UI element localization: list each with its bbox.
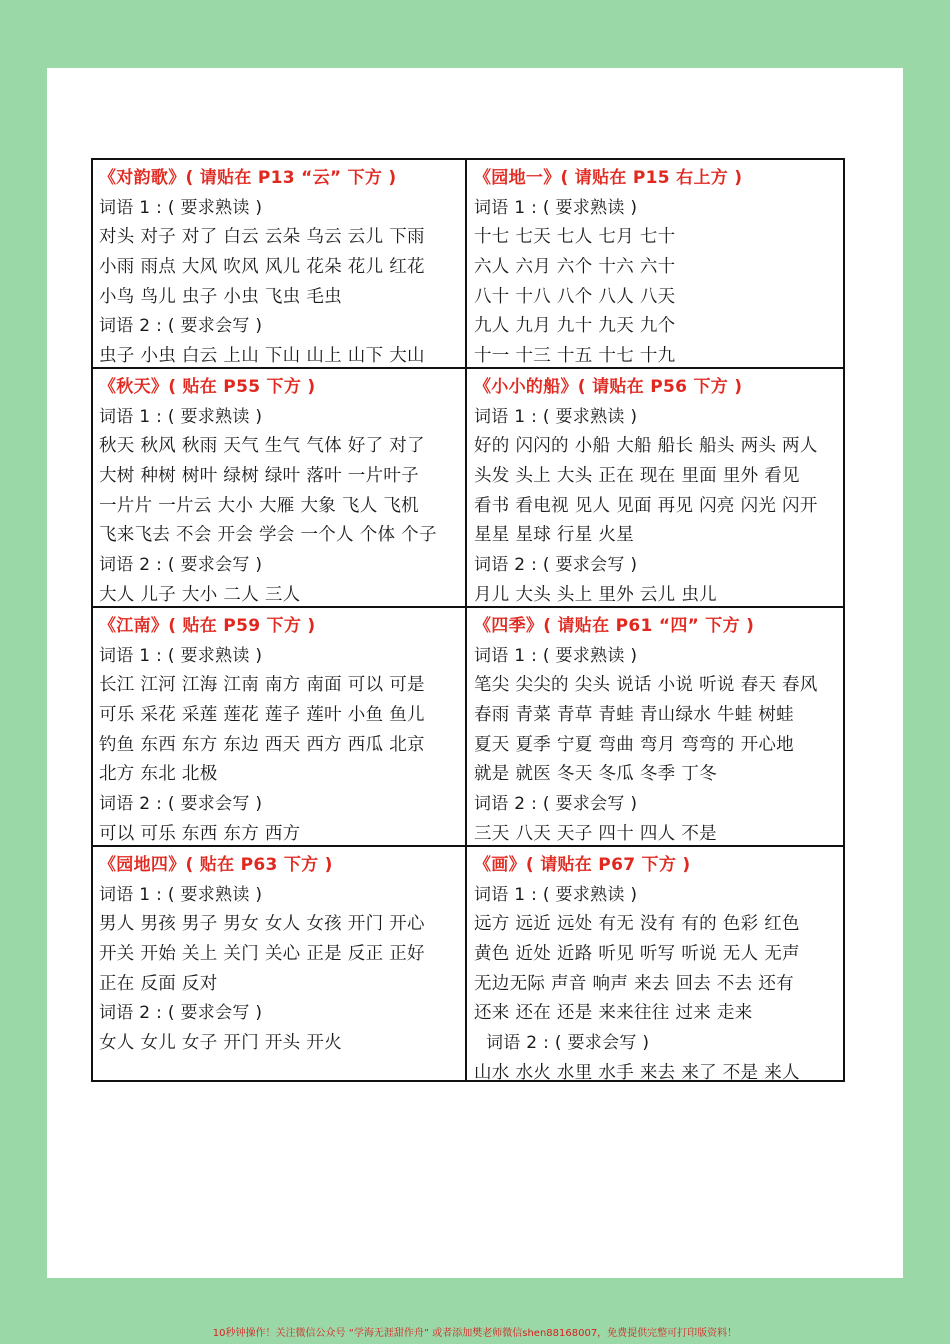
word-row: 正在 反面 反对	[99, 973, 218, 994]
word-row: 钓鱼 东西 东方 东边 西天 西方 西瓜 北京	[99, 734, 425, 755]
word-row: 可乐 采花 采莲 莲花 莲子 莲叶 小鱼 鱼儿	[99, 705, 425, 726]
word-row: 远方 远近 远处 有无 没有 有的 色彩 红色	[474, 914, 800, 935]
footer-notice: 10秒钟操作！关注微信公众号 “学海无涯甜作舟” 或者添加樊老师微信shen88168007，免费提供完整可打印版资料！	[212, 1328, 738, 1339]
vocabulary-table	[91, 158, 845, 1082]
word-row: 虫子 小虫 白云 上山 下山 山上 山下 大山	[99, 346, 425, 367]
section-label: 词语 2 : ( 要求会写 )	[99, 794, 263, 815]
word-row: 月儿 大头 头上 里外 云儿 虫儿	[474, 584, 717, 605]
word-row: 飞来飞去 不会 开会 学会 一个人 个体 个子	[99, 525, 437, 546]
word-row: 可以 可乐 东西 东方 西方	[99, 823, 301, 844]
lesson-cell-siji	[467, 608, 843, 847]
section-label: 词语 1 : ( 要求熟读 )	[99, 197, 263, 218]
word-row: 夏天 夏季 宁夏 弯曲 弯月 弯弯的 开心地	[474, 734, 794, 755]
word-row: 小雨 雨点 大风 吹风 风儿 花朵 花儿 红花	[99, 257, 425, 278]
lesson-title: 《秋天》( 贴在 P55 下方 )	[99, 377, 316, 397]
lesson-title: 《四季》( 请贴在 P61 “四” 下方 )	[474, 616, 755, 636]
word-row: 六人 六月 六个 十六 六十	[474, 257, 676, 278]
word-row: 看书 看电视 见人 见面 再见 闪亮 闪光 闪开	[474, 495, 818, 516]
lesson-title: 《画》( 请贴在 P67 下方 )	[474, 855, 691, 875]
section-label: 词语 1 : ( 要求熟读 )	[474, 197, 638, 218]
lesson-title: 《园地四》( 贴在 P63 下方 )	[99, 855, 333, 875]
lesson-cell-jiangnan	[93, 608, 467, 847]
word-row: 黄色 近处 近路 听见 听写 听说 无人 无声	[474, 944, 800, 965]
section-label: 词语 2 : ( 要求会写 )	[474, 794, 638, 815]
lesson-title: 《小小的船》( 请贴在 P56 下方 )	[474, 377, 743, 397]
word-row: 大树 种树 树叶 绿树 绿叶 落叶 一片叶子	[99, 466, 419, 487]
document-page	[47, 68, 903, 1278]
word-row: 九人 九月 九十 九天 九个	[474, 316, 676, 337]
word-row: 小鸟 鸟儿 虫子 小虫 飞虫 毛虫	[99, 286, 342, 307]
lesson-cell-hua	[467, 847, 843, 1080]
word-row: 就是 就医 冬天 冬瓜 冬季 丁冬	[474, 764, 717, 785]
section-label: 词语 2 : ( 要求会写 )	[474, 555, 638, 576]
word-row: 星星 星球 行星 火星	[474, 525, 634, 546]
section-label: 词语 1 : ( 要求熟读 )	[99, 884, 263, 905]
section-label: 词语 1 : ( 要求熟读 )	[99, 645, 263, 666]
lesson-cell-qiutian	[93, 369, 467, 608]
word-row: 好的 闪闪的 小船 大船 船长 船头 两头 两人	[474, 436, 818, 457]
word-row: 大人 儿子 大小 二人 三人	[99, 584, 301, 605]
section-label: 词语 2 : ( 要求会写 )	[99, 1003, 263, 1024]
word-row: 头发 头上 大头 正在 现在 里面 里外 看见	[474, 466, 800, 487]
word-row: 十一 十三 十五 十七 十九	[474, 346, 676, 367]
word-row: 笔尖 尖尖的 尖头 说话 小说 听说 春天 春风	[474, 675, 818, 696]
word-row: 还来 还在 还是 来来往往 过来 走来	[474, 1003, 753, 1024]
section-label: 词语 2 : ( 要求会写 )	[99, 316, 263, 337]
lesson-cell-duiyunge	[93, 160, 467, 369]
section-label: 词语 1 : ( 要求熟读 )	[474, 645, 638, 666]
section-label: 词语 2 : ( 要求会写 )	[486, 1033, 650, 1054]
lesson-title: 《江南》( 贴在 P59 下方 )	[99, 616, 316, 636]
word-row: 山水 水火 水里 水手 来去 来了 不是 来人	[474, 1062, 800, 1080]
lesson-cell-xiaoxiaodechuan	[467, 369, 843, 608]
word-row: 男人 男孩 男子 男女 女人 女孩 开门 开心	[99, 914, 425, 935]
lesson-title: 《园地一》( 请贴在 P15 右上方 )	[474, 168, 743, 188]
section-label: 词语 1 : ( 要求熟读 )	[474, 406, 638, 427]
word-row: 开关 开始 关上 关门 关心 正是 反正 正好	[99, 944, 425, 965]
word-row: 长江 江河 江海 江南 南方 南面 可以 可是	[99, 675, 425, 696]
section-label: 词语 2 : ( 要求会写 )	[99, 555, 263, 576]
lesson-cell-yuandi-1	[467, 160, 843, 369]
word-row: 北方 东北 北极	[99, 764, 218, 785]
word-row: 秋天 秋风 秋雨 天气 生气 气体 好了 对了	[99, 436, 425, 457]
word-row: 春雨 青菜 青草 青蛙 青山绿水 牛蛙 树蛙	[474, 705, 794, 726]
word-row: 对头 对子 对了 白云 云朵 乌云 云儿 下雨	[99, 227, 425, 248]
section-label: 词语 1 : ( 要求熟读 )	[99, 406, 263, 427]
lesson-cell-yuandi-4	[93, 847, 467, 1080]
lesson-title: 《对韵歌》( 请贴在 P13 “云” 下方 )	[99, 168, 397, 188]
section-label: 词语 1 : ( 要求熟读 )	[474, 884, 638, 905]
word-row: 女人 女儿 女子 开门 开头 开火	[99, 1033, 342, 1054]
word-row: 三天 八天 天子 四十 四人 不是	[474, 823, 717, 844]
word-row: 一片片 一片云 大小 大雁 大象 飞人 飞机	[99, 495, 419, 516]
word-row: 八十 十八 八个 八人 八天	[474, 286, 676, 307]
word-row: 十七 七天 七人 七月 七十	[474, 227, 676, 248]
word-row: 无边无际 声音 响声 来去 回去 不去 还有	[474, 973, 794, 994]
